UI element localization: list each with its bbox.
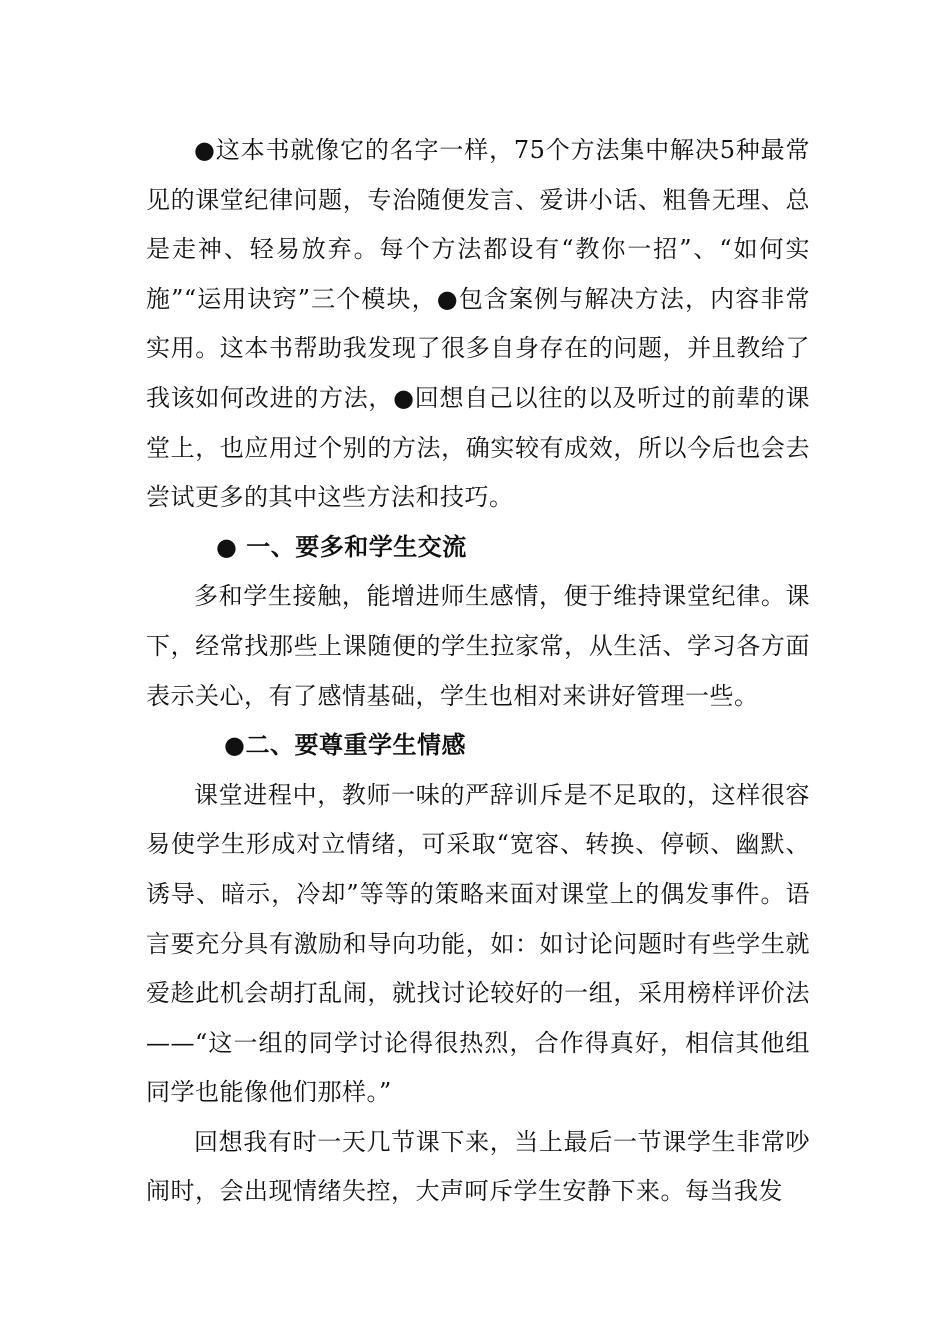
paragraph-book-review: ●这本书就像它的名字一样，75个方法集中解决5种最常见的课堂纪律问题，专治随便发言、爱讲小话、粗鲁无理、总是走神、轻易放弃。每个方法都设有“教你一招”、“如何实施”“运用诀窍”三个模块，●包含案例与解决方法，内容非常实用。这本书帮助我发现了很多自身存在的问题，并且教给了我该如何改进的方法，●回想自己以往的以及听过的前辈的课堂上，也应用过个别的方法，确实较有成效，所以今后也会去尝试更多的其中这些方法和技巧。 [146,136,810,512]
heading-respect-student-feelings: ●二、要尊重学生情感 [224,731,466,760]
paragraph-respect: 课堂进程中，教师一味的严辞训斥是不足取的，这样很容易使学生形成对立情绪，可采取“宽容、转换、停顿、幽默、诱导、暗示，冷却”等等的策略来面对课堂上的偶发事件。语言要充分具有激励和导向功能，如：如讨论问题时有些学生就爱趁此机会胡打乱闹，就找讨论较好的一组，采用榜样评价法——“这一组的同学讨论得很热烈，合作得真好，相信其他组同学也能像他们那样。” [146,780,810,1107]
paragraph-communicate: 多和学生接触，能增进师生感情，便于维持课堂纪律。课下，经常找那些上课随便的学生拉家常，从生活、学习各方面表示关心，有了感情基础，学生也相对来讲好管理一些。 [146,582,810,710]
paragraph-reflection: 回想我有时一天几节课下来，当上最后一节课学生非常吵闹时，会出现情绪失控，大声呵斥学生安静下来。每当我发 [146,1127,810,1206]
heading-communicate-with-students: ● 一、要多和学生交流 [216,532,467,561]
document-page [146,126,810,1217]
